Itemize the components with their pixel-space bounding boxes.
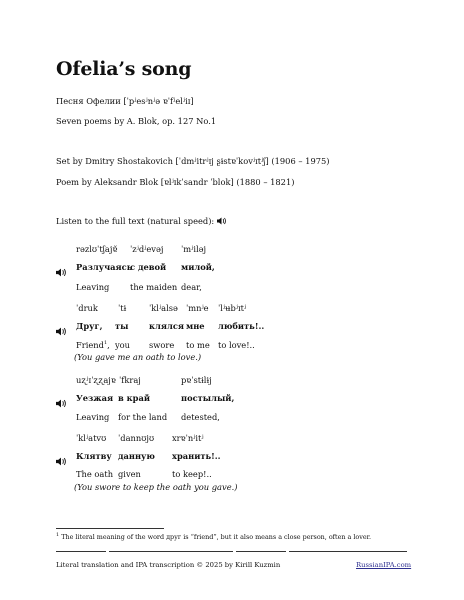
english-gloss: to love!.. bbox=[218, 340, 255, 350]
english-gloss: for the land bbox=[118, 412, 168, 422]
page-title: Ofelia’s song bbox=[56, 58, 192, 80]
russian-word: мне bbox=[186, 321, 205, 331]
credit-poet: Poem by Aleksandr Blok [ɐlʲɪkˈsandr ˈblok] (1880 – 1821) bbox=[56, 177, 295, 187]
russian-word: клялся bbox=[149, 321, 185, 331]
play-line-1[interactable] bbox=[56, 262, 66, 281]
russian-word: с девой bbox=[130, 262, 167, 272]
translation-note: (You swore to keep the oath you gave.) bbox=[74, 482, 238, 492]
ipa-word: ˈtɨ bbox=[118, 303, 127, 313]
footer-divider bbox=[109, 551, 233, 552]
translation-note: (You gave me an oath to love.) bbox=[74, 352, 202, 362]
speaker-icon[interactable] bbox=[56, 327, 66, 336]
ipa-word: ˈfkraj bbox=[119, 375, 141, 385]
english-gloss: you bbox=[115, 340, 131, 350]
english-gloss bbox=[76, 340, 110, 350]
russian-word: постылый, bbox=[181, 393, 235, 403]
english-gloss: to keep!.. bbox=[172, 469, 212, 479]
english-gloss: to me bbox=[186, 340, 210, 350]
russian-word: Клятву bbox=[76, 451, 112, 461]
speaker-icon[interactable] bbox=[56, 268, 66, 277]
listen-label: Listen to the full text (natural speed): bbox=[56, 216, 215, 226]
ipa-word: ˈklʲatvʊ bbox=[76, 433, 107, 443]
russian-word: данную bbox=[118, 451, 155, 461]
footer-copyright: Literal translation and IPA transcription © 2025 by Kirill Kuzmin bbox=[56, 561, 281, 569]
listen-row bbox=[56, 216, 226, 227]
ipa-word: ˈzʲdʲevəj bbox=[130, 244, 164, 254]
footnote bbox=[56, 532, 371, 541]
play-line-3[interactable] bbox=[56, 393, 66, 412]
speaker-icon[interactable] bbox=[217, 217, 226, 227]
speaker-icon[interactable] bbox=[56, 457, 66, 466]
play-line-2[interactable] bbox=[56, 321, 66, 340]
footnote-divider bbox=[56, 528, 164, 529]
russian-word: ты bbox=[115, 321, 129, 331]
subtitle-work: Seven poems by A. Blok, op. 127 No.1 bbox=[56, 116, 217, 126]
play-line-4[interactable] bbox=[56, 451, 66, 470]
ipa-word: ˈklʲalsə bbox=[149, 303, 178, 313]
subtitle-russian: Песня Офелии [ˈpʲesʲnʲə ɐˈfʲelʲiɪ] bbox=[56, 96, 194, 106]
russian-word: в край bbox=[118, 393, 150, 403]
english-gloss: Leaving bbox=[76, 412, 110, 422]
footer-divider bbox=[289, 551, 407, 552]
footer-divider bbox=[56, 551, 106, 552]
english-gloss: given bbox=[118, 469, 141, 479]
footnote-marker[interactable]: 1 bbox=[103, 340, 108, 347]
english-gloss: dear, bbox=[181, 282, 202, 292]
ipa-word: ˈlʲʉbʲɪtʲ bbox=[218, 303, 247, 313]
russian-word: хранить!.. bbox=[172, 451, 221, 461]
english-gloss: swore bbox=[149, 340, 175, 350]
footer-site-link[interactable]: RussianIPA.com bbox=[356, 561, 412, 569]
footnote-text: The literal meaning of the word друг is “friend”, but it also means a close person, often a lover. bbox=[61, 533, 372, 542]
ipa-word: ˈmʲiləj bbox=[181, 244, 207, 254]
russian-word: Друг, bbox=[76, 321, 103, 331]
russian-word: любить!.. bbox=[218, 321, 265, 331]
english-gloss: Leaving bbox=[76, 282, 110, 292]
ipa-word: ˈdannʊjʊ bbox=[118, 433, 155, 443]
english-gloss: detested, bbox=[181, 412, 220, 422]
ipa-word: xrɐˈnʲitʲ bbox=[172, 433, 204, 443]
english-gloss: The oath bbox=[76, 469, 114, 479]
footnote-number: 1 bbox=[56, 532, 60, 538]
gloss-punctuation: , bbox=[107, 340, 110, 350]
ipa-word: ˈmnʲe bbox=[186, 303, 209, 313]
russian-word: милой, bbox=[181, 262, 215, 272]
speaker-icon[interactable] bbox=[56, 399, 66, 408]
ipa-word: uʐʲɪˈʐʐajɐ bbox=[76, 375, 116, 385]
ipa-word: pɐˈstɨlɨj bbox=[181, 375, 212, 385]
english-gloss: the maiden bbox=[130, 282, 178, 292]
russian-word: Разлучаясь bbox=[76, 262, 133, 272]
credit-composer: Set by Dmitry Shostakovich [ˈdmʲitrʲɪj ʂɨstɐˈkovʲɪtʲʃ] (1906 – 1975) bbox=[56, 156, 330, 166]
footer-divider bbox=[236, 551, 286, 552]
english-gloss-text: Friend bbox=[76, 340, 104, 350]
ipa-word: rəzlʊˈtʃajɐ̆ bbox=[76, 244, 118, 254]
ipa-word: ˈdruk bbox=[76, 303, 98, 313]
russian-word: Уезжая bbox=[76, 393, 114, 403]
